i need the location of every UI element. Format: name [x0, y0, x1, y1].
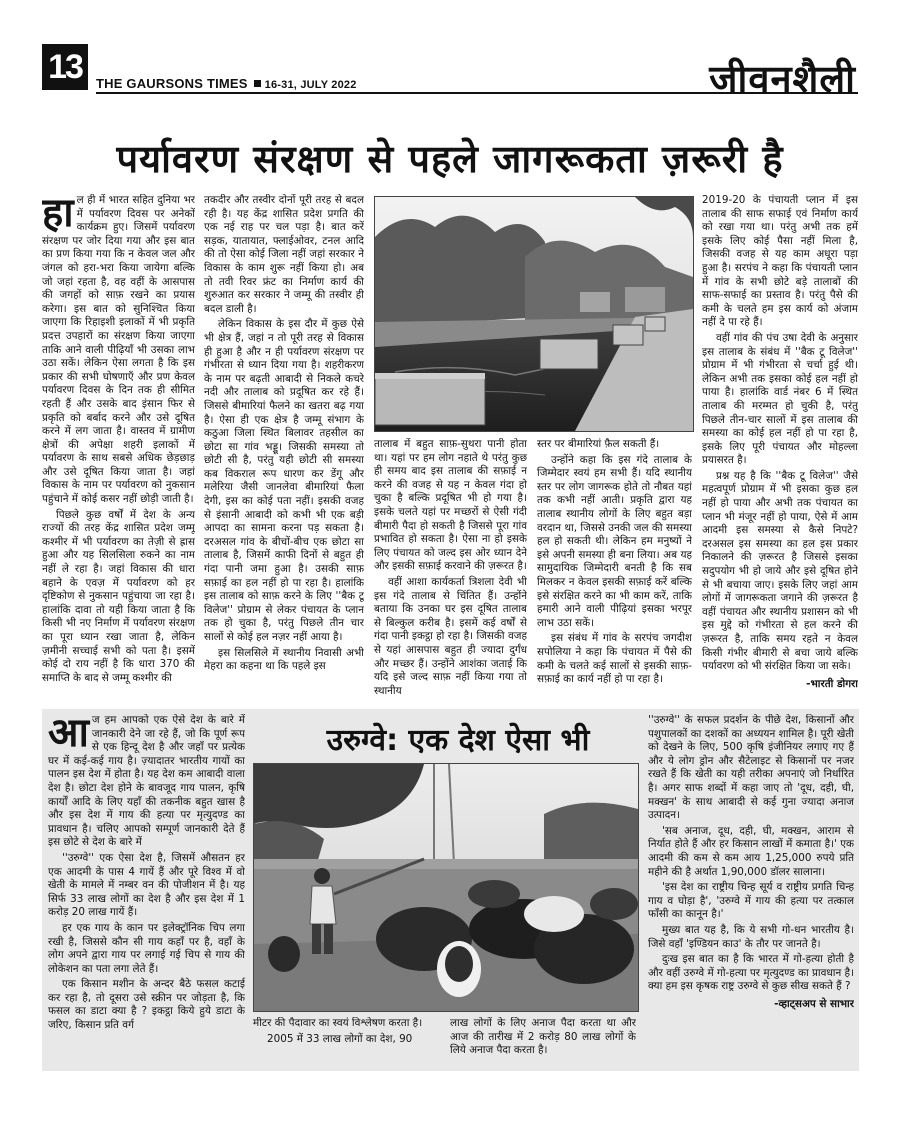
article1-column-4 [537, 438, 692, 701]
author-byline: -भारती डोगरा [806, 677, 858, 690]
paper-name: THE GAURSONS TIMES [96, 76, 248, 91]
paragraph: तालाब में बहुत साफ़-सुथरा पानी होता था। यहां पर हम लोग नहाते थे परंतु कुछ ही समय बाद इस तालाब की सफ़ाई न करने की वजह से यह न केवल गंदा हो चुका है बल्कि प्रदूषित भी हो गया है। इसके चलते यहां पर मच्छरों से ऐसी गंदी बीमारी पैदा हो सकती है जिससे पूरा गांव प्रभावित हो सकता है। ऐसा ना हो इसके लिए पंचायत को जल्द इस ओर ध्यान देने और इसकी सफ़ाई करवाने की ज़रूरत है। [374, 438, 527, 573]
paragraph: ज हम आपको एक ऐसे देश के बारे में जानकारी देने जा रहे हैं, जो कि पूर्ण रूप से एक हिन्दू देश है और जहाँ पर प्रत्येक घर में कई-कई गाय है। ज़्यादातर भारतीय गायों का पालन इस देश में होता है। यह देश कम आबादी वाला देश है। छोटा देश होने के बावजूद गाय पालन, कृषि कार्यों आदि के लिए यहाँ की तकनीक बहुत खास है और इस देश में गाय की हत्या पर मृत्युदण्ड का प्रावधान है। चलिए आपको सम्पूर्ण जानकारी देते हैं इस छोटे से देश के बारे में [48, 714, 245, 849]
issue-date: 16-31, JULY 2022 [264, 79, 357, 91]
article2-column-1 [48, 714, 245, 1066]
paragraph: दुःख इस बात का है कि भारत में गो-हत्या होती है और वहीं उरुग्वे में गो-हत्या पर मृत्युदण्ड का प्रावधान है। क्या हम इस कृषक राष्ट्र उरुग्वे से कुछ सीख सकते हैं ? [648, 953, 854, 993]
article2-column-2 [253, 1017, 439, 1069]
feature-headline: उरुग्वे: एक देश ऐसा भी [326, 723, 590, 758]
paragraph: प्रश्न यह है कि ''बैक टू विलेज'' जैसे महत्वपूर्ण प्रोग्राम में भी इसका कुछ हल नहीं हो पाया और अभी तक पंचायत का प्लान भी मंजूर नहीं हो पाया, ऐसे में आम आदमी इस समस्या से कैसे निपटे? दरअसल इस समस्या का हल इस प्रकार निकालने की ज़रूरत है जिससे इसका सदुपयोग भी हो जाये और इसे दूषित होने से भी बचाया जाए। इसके लिए जहां आम लोगों में जागरूकता जगाने की ज़रूरत है वहीं पंचायत और स्थानीय प्रशासन को भी इस मुद्दे को गंभीरता से हल करने की ज़रूरत है, ताकि समय रहते न केवल किसी गंभीर बीमारी से बचा जाये बल्कि पर्यावरण को भी संरक्षित किया जा सके। [702, 469, 858, 673]
page-number: 13 [42, 44, 88, 90]
paragraph: मीटर की पैदावार का स्वयं विश्लेषण करता है। [253, 1017, 423, 1029]
paragraph: इस संबंध में गांव के सरपंच जगदीश सपोलिया ने कहा कि पंचायत में पैसे की कमी के चलते कई सालों से इसकी साफ़-सफ़ाई का कार्य नहीं हो पा रहा है। [537, 632, 692, 686]
article-headline: पर्यावरण संरक्षण से पहले जागरूकता ज़रूरी है [116, 137, 784, 181]
paragraph: हर एक गाय के कान पर इलेक्ट्रॉनिक चिप लगा रखी है, जिससे कौन सी गाय कहाँ पर है, वहाँ के लोग अपने द्वारा गाय पर लगाई गई चिप से गाय की लोकेशन का पता लगा लेते हैं। [48, 921, 245, 975]
paragraph: 'सब अनाज, दूध, दही, घी, मक्खन, आराम से निर्यात होते हैं और हर किसान लाखों में कमाता है।' एक आदमी की कम से कम आय 1,25,000 रुपये प्रति महीने की है अर्थात 1,90,000 डॉलर सालाना। [648, 824, 854, 878]
paragraph: ''उरुग्वे'' एक ऐसा देश है, जिसमें औसतन हर एक आदमी के पास 4 गायें हैं और पूरे विश्व में वो खेती के मामले में नम्बर वन की पोजीशन में है। यह सिर्फ 33 लाख लोगों का देश है और इस देश में 1 करोड़ 20 लाख गायें हैं। [48, 851, 245, 919]
drop-cap: हा [42, 194, 74, 236]
masthead [96, 76, 357, 91]
article2-column-3 [450, 1017, 636, 1069]
paragraph: लाख लोगों के लिए अनाज पैदा करता था और आज की तारीख में 2 करोड़ 80 लाख लोगों के लिये अनाज पैदा करता है। [450, 1017, 636, 1057]
paragraph: उन्होंने कहा कि इस गंदे तालाब के जिम्मेदार स्वयं हम सभी हैं। यदि स्थानीय स्तर पर लोग जागरूक होते तो नौबत यहां तक कभी नहीं आती। प्रकृति द्वारा यह तालाब स्थानीय लोगों के लिए बहुत बड़ा वरदान था, जिससे उनकी जल की समस्या हल हो सकती थी। लेकिन हम मनुष्यों ने इसे अपनी समस्या ही बना लिया। अब यह सामुदायिक जिम्मेदारी बनती है कि सब मिलकर न केवल इसकी सफ़ाई करें बल्कि इसे संरक्षित करने का भी काम करें, ताकि हमारी आने वाली पीढ़ियां इसका भरपूर लाभ उठा सकें। [537, 453, 692, 629]
article2-column-4 [648, 714, 854, 1066]
paragraph: वहीं आशा कार्यकर्ता त्रिशला देवी भी इस गंदे तालाब से चिंतित हैं। उन्होंने बताया कि उनका घर इस दूषित तालाब से बिल्कुल करीब है। इसमें कई वर्षों से गंदा पानी इकट्ठा हो रहा है। जिसकी वजह से यहां आसपास बहुत ही ज्यादा दुर्गंध और मच्छर हैं। उन्होंने आशंका जताई कि यदि इसे जल्द साफ़ नहीं किया गया तो स्थानीय [374, 575, 527, 697]
article1-column-3 [374, 438, 527, 701]
article1-column-2 [204, 194, 364, 701]
section-title: जीवनशैली [709, 57, 856, 101]
cows-photo [253, 763, 639, 1012]
paragraph: स्तर पर बीमारियां फ़ैल सकती हैं। [537, 438, 660, 450]
paragraph: वहीं गांव की पंच उषा देवी के अनुसार इस तालाब के संबंध में ''बैक टू विलेज'' प्रोग्राम में भी गंभीरता से चर्चा हुई थी। लेकिन अभी तक इसका कोई हल नहीं हो पाया है। हालांकि वार्ड नंबर 6 में स्थित तालाब की मरम्मत हो चुकी है, परंतु पिछले तीन-चार सालों में इस तालाब की समस्या का कोई हल नहीं हो पा रहा है, इसके लिए पूरी पंचायत और मोहल्ला प्रयासरत है। [702, 331, 858, 467]
paragraph: 2005 में 33 लाख लोगों का देश, 90 [267, 1032, 413, 1045]
cattle-farm-image [254, 764, 638, 1011]
paragraph: लेकिन विकास के इस दौर में कुछ ऐसे भी क्षेत्र हैं, जहां न तो पूरी तरह से विकास ही हुआ है और न ही पर्यावरण संरक्षण पर गंभीरता से ध्यान दिया गया है। शहरीकरण के नाम पर बढ़ती आबादी से निकले कचरे नदी और तालाब को प्रदूषित कर रहे हैं। जिससे बीमारियां फैलने का खतरा बढ़ गया है। ऐसा ही एक क्षेत्र है जम्मू संभाग के कठुआ जिला स्थित बिलावर तहसील का छोटा सा गांव भड्डू। जिसकी समस्या तो छोटी सी है, परंतु यही छोटी सी समस्या कब विकराल रूप धारण कर डेंगू और मलेरिया जैसी जानलेवा बीमारियां फैला देगी, इस का कोई पता नहीं। इसकी वजह से इंसानी आबादी को कभी भी एक बड़ी आपदा का सामना करना पड़ सकता है। दरअसल गांव के बीचों-बीच एक छोटा सा तालाब है, जिसमें काफी दिनों से बहुत ही गंदा पानी जमा हुआ है। उसकी साफ़ सफ़ाई का हल नहीं हो पा रहा है। हालांकि इस तालाब को साफ़ करने के लिए ''बैक टू विलेज'' प्रोग्राम से लेकर पंचायत के प्लान तक हो चुका है, परंतु पिछले तीन चार सालों से कोई हल नज़र नहीं आया है। [204, 318, 364, 643]
paragraph: ल ही में भारत सहित दुनिया भर में पर्यावरण दिवस पर अनेकों कार्यक्रम हुए। जिसमें पर्यावरण संरक्षण पर जोर दिया गया और इस बात का प्रण किया गया कि न केवल जल और जंगल को हरा-भरा किया जायेगा बल्कि जो जहां रहता है, वह वहीं के आसपास की जगहों को साफ़ रखने का प्रयास करेगा। इस बात को सुनिश्चित किया जाएगा कि रिहाइशी इलाकों में भी प्रकृति प्रदत्त उपहारों का संरक्षण किया जाएगा ताकि आने वाली पीढ़ियाँ भी उसका लाभ उठा सकें। लेकिन ऐसा लगता है कि इस प्रकार की सभी घोषणाएँ और प्रण केवल पर्यावरण दिवस के दिन तक ही सीमित रहती हैं और उसके बाद इंसान फिर से प्रकृति को बर्बाद करने और उसे दूषित करने में लग जाता है। वास्तव में ग्रामीण क्षेत्रों की अपेक्षा शहरी इलाकों में पर्यावरण के साथ सबसे अधिक छेड़छाड़ और उसे दूषित किया जाता है। जहां विकास के नाम पर पर्यावरण को नुकसान पहुंचाने में कोई कसर नहीं छोड़ी जाती है। [42, 194, 195, 506]
drop-cap: आ [48, 714, 89, 756]
paragraph: पिछले कुछ वर्षों में देश के अन्य राज्यों की तरह केंद्र शासित प्रदेश जम्मू कश्मीर में भी पर्यावरण का तेज़ी से ह्रास हुआ और यह सिलसिला रुकने का नाम नहीं ले रहा है। जहां विकास की धारा बहाने के एवज़ में पर्यावरण को हर दृष्टिकोण से नुकसान पहुंचाया जा रहा है। हालांकि दावा तो यही किया जाता है कि किसी भी नए निर्माण में पर्यावरण संरक्षण का पूरा ध्यान रखा जाता है, लेकिन ज़मीनी सच्चाई सभी को पता है। इसमें कोई दो राय नहीं है कि धारा 370 की समाप्ति के बाद से जम्मू कश्मीर की [42, 508, 195, 684]
paragraph: एक किसान मशीन के अन्दर बैठे फसल कटाई कर रहा है, तो दूसरा उसे स्क्रीन पर जोड़ता है, कि फसल का डाटा क्या है ? इकट्ठा किये हुये डाटा के जरिए, किसान प्रति वर्ग [48, 978, 245, 1032]
polluted-pond-image [375, 197, 693, 431]
square-bullet-icon [254, 80, 261, 87]
article1-column-5 [702, 194, 858, 706]
source-credit: -व्हाट्सअप से साभार [774, 997, 854, 1010]
paragraph: तकदीर और तस्वीर दोनों पूरी तरह से बदल रही है। यह केंद्र शासित प्रदेश प्रगति की एक नई राह पर चल पड़ा है। बात करें सड़क, यातायात, फ्लाईओवर, टनल आदि की तो ऐसा कोई जिला नहीं जहां सरकार ने विकास के काम शुरू नहीं किया हो। अब तो तवी रिवर फ्रंट का निर्माण कार्य की शुरुआत कर सरकार ने जम्मू की तस्वीर ही बदल डाली है। [204, 194, 364, 315]
paragraph: 2019-20 के पंचायती प्लान में इस तालाब की साफ सफाई एवं निर्माण कार्य को रखा गया था। परंतु अभी तक हमें इसके लिए कोई पैसा नहीं मिला है, जिसकी वजह से यह काम अधूरा पड़ा हुआ है। सरपंच ने कहा कि पंचायती प्लान में गांव के सभी छोटे बड़े तालाबों की साफ-सफाई का प्रस्ताव है। परंतु पैसे की कमी के चलते हम इस कार्य को अंजाम नहीं दे पा रहे हैं। [702, 194, 858, 329]
paragraph: मुख्य बात यह है, कि ये सभी गो-धन भारतीय है। जिसे वहाँ 'इण्डियन काउ' के तौर पर जानते है। [648, 923, 854, 950]
paragraph: इस सिलसिले में स्थानीय निवासी अभी मेहरा का कहना था कि पहले इस [204, 646, 364, 673]
paragraph: 'इस देश का राष्ट्रीय चिन्ह सूर्य व राष्ट्रीय प्रगति चिन्ह गाय व घोड़ा है', 'उरुग्वे में गाय की हत्या पर तत्काल फाँसी का कानून है।' [648, 881, 854, 921]
article1-column-1 [42, 194, 195, 701]
paragraph: ''उरुग्वे'' के सफल प्रदर्शन के पीछे देश, किसानों और पशुपालकों का दशकों का अध्ययन शामिल है। पूरी खेती को देखने के लिए, 500 कृषि इंजीनियर लगाए गए हैं और ये लोग ड्रोन और सैटेलाइट से किसानों पर नजर रखते हैं कि खेती का यही तरीका अपनाएं जो निर्धारित है। अगर साफ शब्दों में कहा जाए तो 'दूध, दही, घी, मक्खन' के साथ आबादी से कई गुना ज्यादा अनाज उत्पादन। [648, 714, 854, 822]
pond-photo [374, 196, 694, 432]
